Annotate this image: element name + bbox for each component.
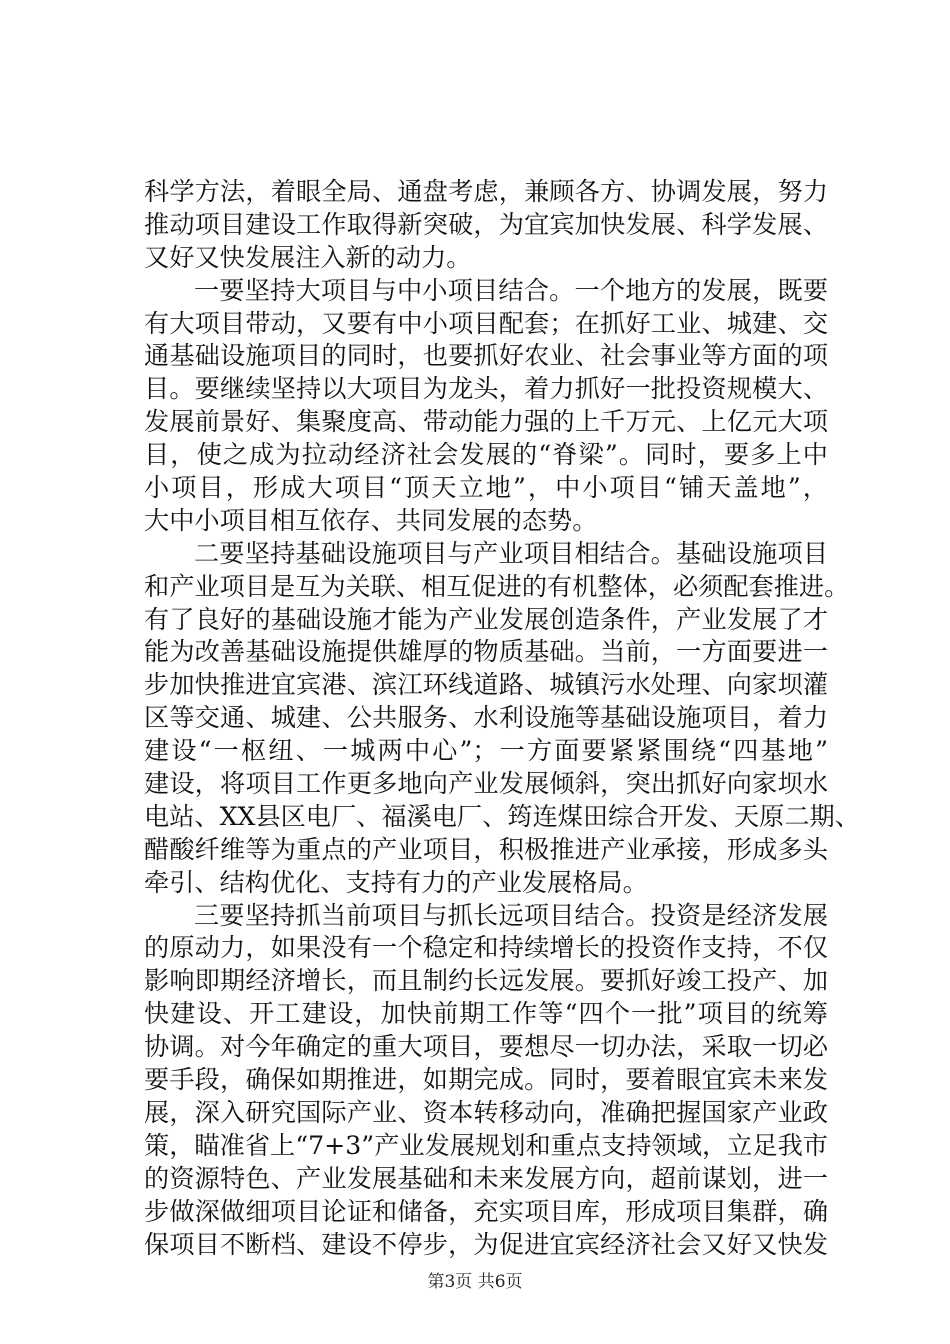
text-line: 电站、XX县区电厂、福溪电厂、筠连煤田综合开发、天原二期、 <box>144 801 860 831</box>
text-line: 目，使之成为拉动经济社会发展的“脊梁”。同时，要多上中 <box>144 440 828 470</box>
text-line: 和产业项目是互为关联、相互促进的有机整体，必须配套推进。 <box>144 571 850 601</box>
text-line: 牵引、结构优化、支持有力的产业发展格局。 <box>144 867 648 897</box>
text-line: 的资源特色、产业发展基础和未来发展方向，超前谋划，进一 <box>144 1163 828 1193</box>
text-line: 有了良好的基础设施才能为产业发展创造条件，产业发展了才 <box>144 604 828 634</box>
text-line: 建设“一枢纽、一城两中心”；一方面要紧紧围绕“四基地” <box>144 736 828 766</box>
text-line: 协调。对今年确定的重大项目，要想尽一切办法，采取一切必 <box>144 1032 828 1062</box>
text-line: 的原动力，如果没有一个稳定和持续增长的投资作支持，不仅 <box>144 933 828 963</box>
text-line: 二要坚持基础设施项目与产业项目相结合。基础设施项目 <box>194 538 828 568</box>
text-line: 有大项目带动，又要有中小项目配套；在抓好工业、城建、交 <box>144 308 828 338</box>
text-line: 影响即期经济增长，而且制约长远发展。要抓好竣工投产、加 <box>144 966 828 996</box>
text-line: 目。要继续坚持以大项目为龙头，着力抓好一批投资规模大、 <box>144 374 828 404</box>
text-line: 快建设、开工建设，加快前期工作等“四个一批”项目的统筹 <box>144 999 828 1029</box>
text-line: 大中小项目相互依存、共同发展的态势。 <box>144 505 598 535</box>
text-line: 展，深入研究国际产业、资本转移动向，准确把握国家产业政 <box>144 1097 828 1127</box>
text-line: 小项目，形成大项目“顶天立地”，中小项目“铺天盖地”， <box>144 473 828 503</box>
text-line: 策，瞄准省上“7+3”产业发展规划和重点支持领域，立足我市 <box>144 1130 828 1160</box>
page-number-footer: 第3页 共6页 <box>427 1272 523 1292</box>
text-line: 能为改善基础设施提供雄厚的物质基础。当前，一方面要进一 <box>144 637 828 667</box>
text-line: 保项目不断档、建设不停步，为促进宜宾经济社会又好又快发 <box>144 1229 828 1259</box>
text-line: 一要坚持大项目与中小项目结合。一个地方的发展，既要 <box>194 275 828 305</box>
text-line: 要手段，确保如期推进，如期完成。同时，要着眼宜宾未来发 <box>144 1065 828 1095</box>
text-line: 推动项目建设工作取得新突破，为宜宾加快发展、科学发展、 <box>144 209 828 239</box>
body-text <box>144 176 860 1261</box>
text-line: 又好又快发展注入新的动力。 <box>144 242 472 272</box>
text-line: 科学方法，着眼全局、通盘考虑，兼顾各方、协调发展，努力 <box>144 177 828 206</box>
text-line: 区等交通、城建、公共服务、水利设施等基础设施项目，着力 <box>144 703 828 733</box>
text-line: 步做深做细项目论证和储备，充实项目库，形成项目集群，确 <box>144 1196 828 1226</box>
text-line: 醋酸纤维等为重点的产业项目，积极推进产业承接，形成多头 <box>144 834 828 864</box>
text-line: 发展前景好、集聚度高、带动能力强的上千万元、上亿元大项 <box>144 407 828 437</box>
text-line: 步加快推进宜宾港、滨江环线道路、城镇污水处理、向家坝灌 <box>144 670 828 700</box>
text-line: 通基础设施项目的同时，也要抓好农业、社会事业等方面的项 <box>144 341 828 371</box>
text-line: 建设，将项目工作更多地向产业发展倾斜，突出抓好向家坝水 <box>144 769 828 799</box>
text-line: 三要坚持抓当前项目与抓长远项目结合。投资是经济发展 <box>194 900 828 930</box>
